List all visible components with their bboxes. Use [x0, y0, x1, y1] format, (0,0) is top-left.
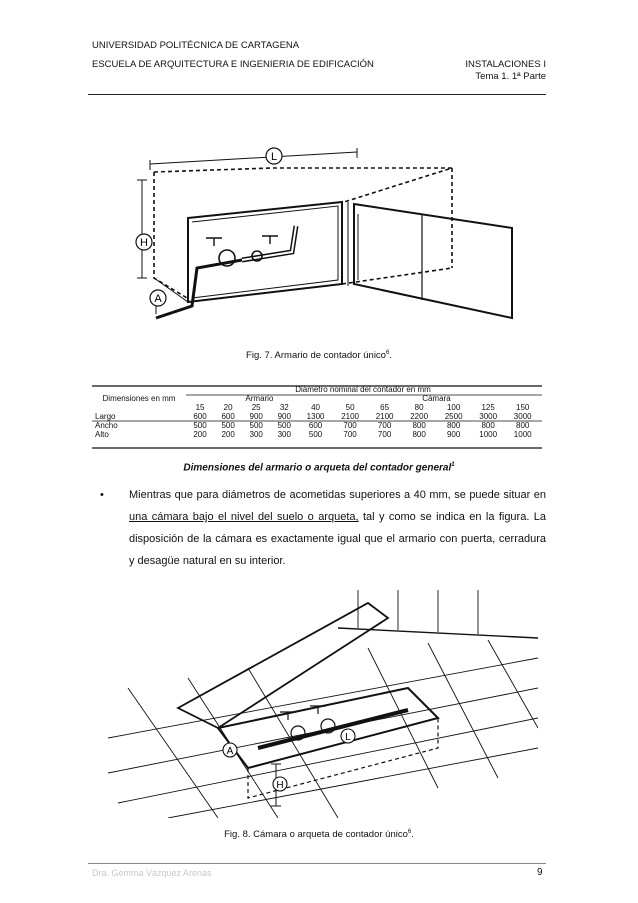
table-cell: 800 [516, 421, 530, 430]
figure-8-label-l: L [345, 732, 351, 743]
table-cell: 500 [193, 421, 207, 430]
header-rule [88, 94, 546, 95]
table-cell: 800 [446, 421, 461, 430]
table-diameter-cell: 20 [223, 403, 233, 412]
figure-8-caption: Fig. 8. Cámara o arqueta de contador único$^6$. [224, 829, 414, 841]
table-cell: 3000 [479, 412, 498, 421]
bullet-underlined-text: una cámara bajo el nivel del suelo o arqueta, [129, 511, 359, 523]
figure-8-label-a: A [226, 746, 234, 757]
table-diameter-cell: 150 [516, 403, 530, 412]
table-diameter-cell: 32 [279, 403, 289, 412]
table-row-label: Ancho [95, 421, 118, 430]
table-cell: 500 [277, 421, 291, 430]
table-cell: 2100 [341, 412, 359, 421]
course-name: INSTALACIONES I [465, 59, 546, 70]
table-cell: 900 [446, 430, 461, 439]
footer-rule [88, 863, 546, 864]
table-group-armario: Armario [245, 394, 274, 403]
footer-author: Dra. Gemma Vázquez Arenas [92, 868, 212, 878]
table-cell: 600 [308, 421, 323, 430]
table-cell: 3000 [513, 412, 532, 421]
figure-7-label-l: L [270, 151, 278, 163]
dimensions-table [92, 385, 546, 439]
figure-7-cabinet-drawing [92, 118, 552, 338]
school-name: ESCUELA DE ARQUITECTURA E INGENIERIA DE EDIFICACIÓN [92, 59, 374, 70]
figure-7-caption: Fig. 7. Armario de contador único$^6$. [246, 350, 392, 362]
bullet-text: Mientras que para diámetros de acometidas superiores a 40 mm, se puede situar en una cámara bajo el nivel del suelo o arqueta, tal y como se indica en la figura. La disposición de la cámara es exactamente igual que el armario con puerta, cerradura y desagüe natural en su interior. [129, 489, 547, 567]
table-diameter-cell: 65 [380, 403, 390, 412]
table-cell: 2500 [444, 412, 463, 421]
table-row-label: Largo [95, 412, 116, 421]
table-diameter-cell: 50 [345, 403, 355, 412]
page-number: 9 [537, 867, 543, 878]
table-diameter-cell: 100 [446, 403, 461, 412]
table-cell: 600 [193, 412, 207, 421]
table-cell: 200 [193, 430, 207, 439]
table-cell: 300 [249, 430, 263, 439]
table-rules [92, 385, 546, 449]
table-cell: 900 [277, 412, 291, 421]
table-cell: 900 [249, 412, 263, 421]
table-diameter-cell: 40 [311, 403, 321, 412]
table-group-camara: Cámara [422, 394, 451, 403]
table-head-diameter: Diámetro nominal del contador en mm [295, 385, 431, 394]
table-cell: 2200 [410, 412, 429, 421]
table-caption: Dimensiones del armario o arqueta del contador general$^1$ [183, 462, 455, 474]
figure-7-label-a: A [154, 293, 162, 305]
bullet-paragraph [100, 484, 546, 584]
topic-label: Tema 1. 1ª Parte [475, 71, 546, 82]
table-diameter-cell: 25 [251, 403, 261, 412]
table-cell: 1000 [513, 430, 532, 439]
table-cell: 800 [412, 430, 426, 439]
table-cell: 800 [481, 421, 495, 430]
table-cell: 800 [412, 421, 426, 430]
figure-8-label-h: H [276, 780, 284, 791]
table-row-label: Alto [95, 430, 109, 439]
table-cell: 700 [343, 421, 357, 430]
table-cell: 200 [221, 430, 235, 439]
table-cell: 700 [377, 430, 392, 439]
table-cell: 500 [308, 430, 323, 439]
table-cell: 2100 [375, 412, 394, 421]
figure-7-label-h: H [140, 237, 148, 249]
table-head-dimensions: Dimensiones en mm [102, 394, 176, 403]
table-cell: 600 [221, 412, 235, 421]
bullet-symbol: • [100, 489, 104, 501]
table-cell: 300 [277, 430, 291, 439]
table-cell: 1300 [306, 412, 325, 421]
table-diameter-cell: 80 [414, 403, 424, 412]
table-cell: 700 [343, 430, 357, 439]
figure-8-chamber-drawing [108, 588, 538, 818]
table-cell: 500 [249, 421, 263, 430]
university-name: UNIVERSIDAD POLITÉCNICA DE CARTAGENA [92, 40, 300, 51]
table-cell: 700 [377, 421, 392, 430]
table-diameter-cell: 125 [481, 403, 495, 412]
table-diameter-cell: 15 [195, 403, 205, 412]
table-cell: 500 [221, 421, 235, 430]
table-cell: 1000 [479, 430, 498, 439]
